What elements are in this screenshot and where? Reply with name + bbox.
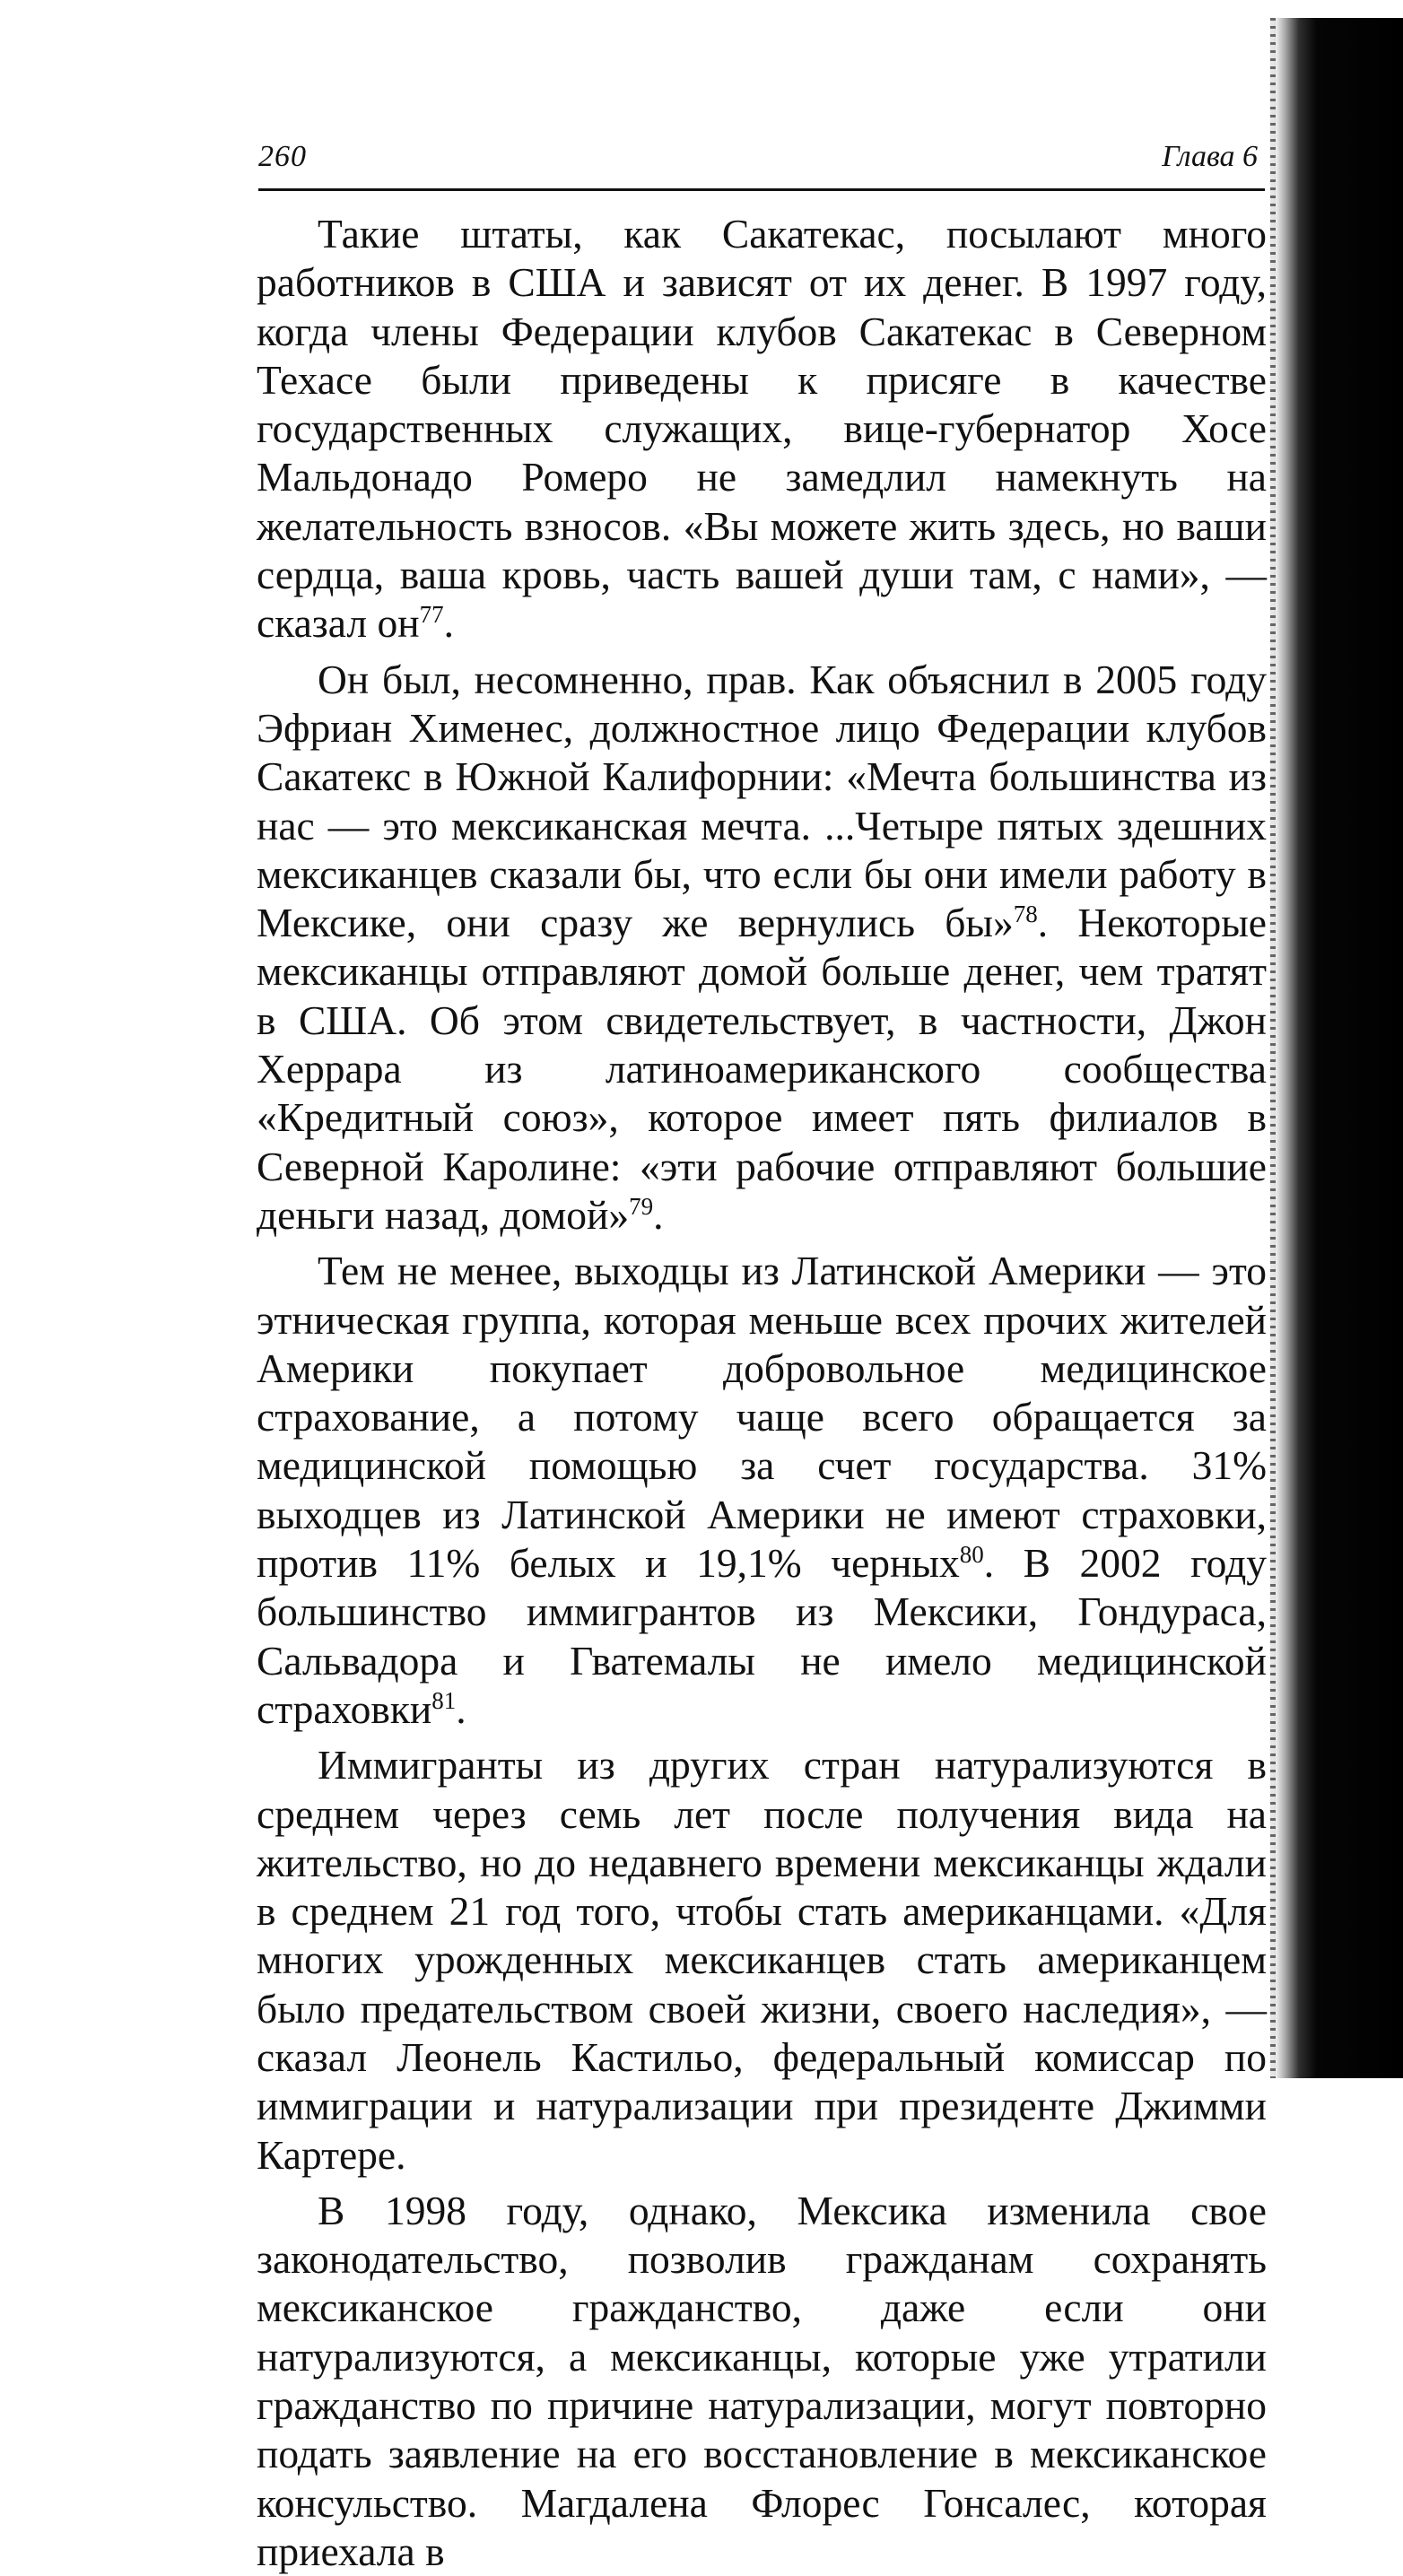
chapter-title: Глава 6 (1162, 140, 1258, 173)
text-run: . (653, 1191, 664, 1238)
paragraph (257, 210, 1267, 648)
footnote-ref: 78 (1013, 901, 1038, 927)
text-run: . Некоторые мексиканцы отправляют домой больше денег, чем тратят в США. Об этом свидетельствует, в частности, Джон Херрара из латиноамериканского сообщества «Кредитный союз», которое имеет пять филиалов в Северной Каролине: «эти рабочие отправляют большие деньги назад, домой» (257, 900, 1267, 1238)
paragraph (257, 1741, 1267, 2180)
text-run: Он был, несомненно, прав. Как объяснил в 2005 году Эфриан Хименес, должностное лицо Федерации клубов Сакатекс в Южной Калифорнии: «Мечта большинства из нас — это мексиканская мечта. ...Четыре пятых здешних мексиканцев сказали бы, что если бы они имели работу в Мексике, они сразу же вернулись бы» (257, 656, 1267, 946)
text-run: . (456, 1685, 466, 1732)
paragraph (257, 1247, 1267, 1734)
text-run: . (443, 600, 454, 647)
text-run: Такие штаты, как Сакатекас, посылают много работников в США и зависят от их денег. В 1997 году, когда члены Федерации клубов Сакатекас в Северном Техасе были приведены к присяге в качестве государственных служащих, вице-губернатор Хосе Мальдонадо Ромеро не замедлил намекнуть на желательность взносов. «Вы можете жить здесь, но ваши сердца, ваша кровь, часть вашей души там, с нами», — сказал он (257, 211, 1267, 647)
text-run: Тем не менее, выходцы из Латинской Америки — это этническая группа, которая меньше всех прочих жителей Америки покупает добровольное медицинское страхование, а потому чаще всего обращается за медицинской помощью за счет государства. 31% выходцев из Латинской Америки не имеют страховки, против 11% белых и 19,1% черных (257, 1248, 1267, 1587)
footnote-ref: 81 (431, 1686, 457, 1714)
footnote-ref: 80 (959, 1540, 984, 1568)
binding-shadow (1274, 18, 1403, 2078)
paragraph (257, 656, 1267, 1240)
body-text (257, 210, 1267, 2576)
text-run: . В 2002 году большинство иммигрантов из Мексики, Гондураса, Сальвадора и Гватемалы не имело медицинской страховки (257, 1540, 1267, 1732)
paragraph (257, 2187, 1267, 2576)
text-run: Иммигранты из других стран натурализуются в среднем через семь лет после получения вида на жительство, но до недавнего времени мексиканцы ждали в среднем 21 год того, чтобы стать американцами. «Для многих урожденных мексиканцев стать американцем было предательством своей жизни, своего наследия», — сказал Леонель Кастильо, федеральный комиссар по иммиграции и натурализации при президенте Джимми Картере. (257, 1742, 1267, 2178)
footnote-ref: 79 (629, 1192, 654, 1220)
running-header (258, 135, 1263, 181)
text-run: В 1998 году, однако, Мексика изменила свое законодательство, позволив гражданам сохранять мексиканское гражданство, даже если они натурализуются, а мексиканцы, которые уже утратили гражданство по причине натурализации, могут повторно подать заявление на его восстановление в мексиканское консульство. Магдалена Флорес Гонсалес, которая приехала в (257, 2187, 1267, 2574)
footnote-ref: 77 (419, 601, 444, 629)
page-number: 260 (258, 140, 307, 173)
header-rule (258, 188, 1265, 191)
